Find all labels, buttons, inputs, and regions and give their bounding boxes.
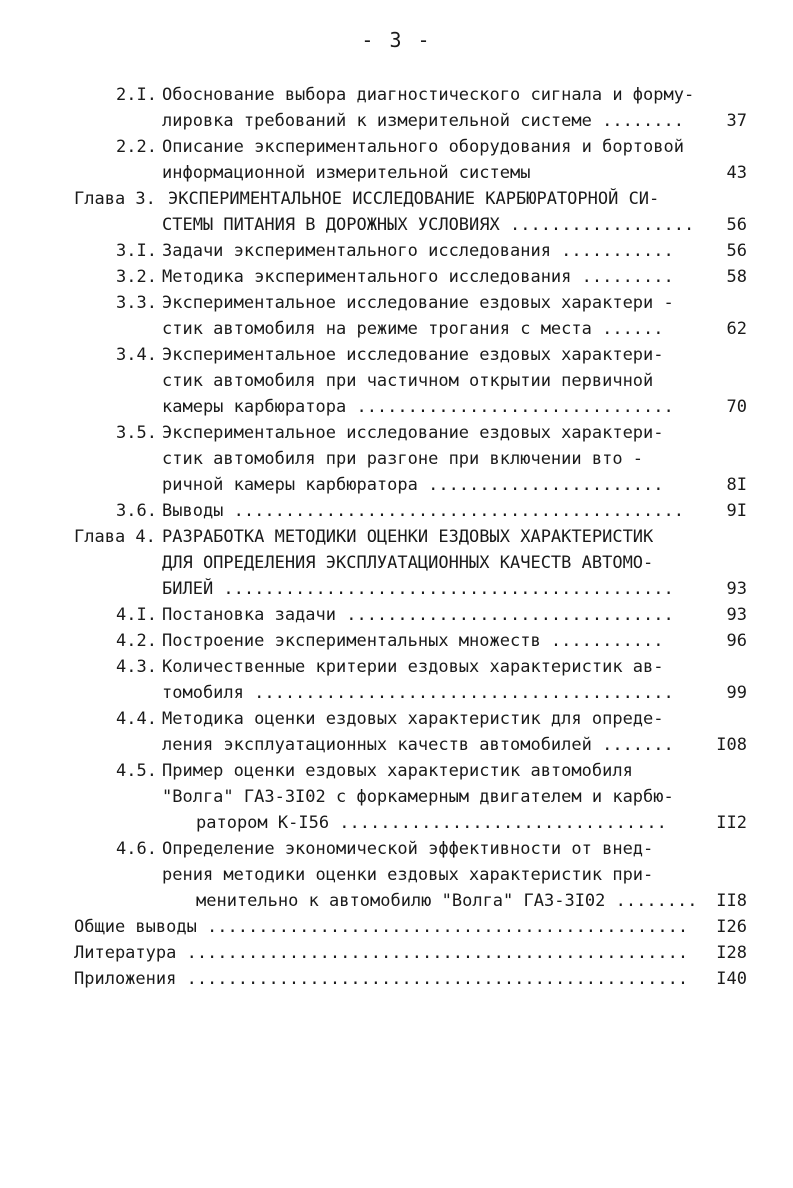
toc-entry-page: I40 — [716, 969, 747, 989]
toc-entry-text-line: ЭКСПЕРИМЕНТАЛЬНОЕ ИССЛЕДОВАНИЕ КАРБЮРАТОРНОЙ СИ- — [168, 189, 660, 209]
toc-entry-text-line: рения методики оценки ездовых характеристик при- — [162, 865, 654, 885]
toc-entry-page: 96 — [726, 631, 747, 651]
toc-entry-text-line: Описание экспериментального оборудования и бортовой — [162, 137, 684, 157]
toc-entry-number: 4.3. — [116, 657, 157, 677]
toc-entry-number: 3.4. — [116, 345, 157, 365]
toc-entry-page: 9I — [726, 501, 747, 521]
toc-entry-page: 56 — [726, 241, 747, 261]
toc-entry[interactable] — [0, 966, 793, 992]
toc-entry-page: 62 — [726, 319, 747, 339]
toc-entry-text-line: ратором К-I56 ................................ — [196, 813, 667, 833]
toc-entry-number: 3.2. — [116, 267, 157, 287]
toc-entry-text-line: ления эксплуатационных качеств автомобилей ....... — [162, 735, 674, 755]
toc-entry[interactable] — [0, 290, 793, 342]
toc-entry-number: 4.5. — [116, 761, 157, 781]
toc-entry[interactable] — [0, 420, 793, 498]
toc-entry-text-line: Приложения ................................................. — [74, 969, 689, 989]
toc-entry[interactable] — [0, 82, 793, 134]
toc-entry[interactable] — [0, 758, 793, 836]
toc-entry-text-line: томобиля ......................................... — [162, 683, 674, 703]
toc-entry-text-line: лировка требований к измерительной системе ........ — [162, 111, 684, 131]
toc-entry-text-line: Построение экспериментальных множеств ........... — [162, 631, 664, 651]
toc-entry[interactable] — [0, 524, 793, 602]
toc-entry-text-line: СТЕМЫ ПИТАНИЯ В ДОРОЖНЫХ УСЛОВИЯХ .................. — [162, 215, 695, 235]
toc-entry-text-line: Постановка задачи ................................ — [162, 605, 674, 625]
toc-entry-page: II2 — [716, 813, 747, 833]
toc-entry-page: II8 — [716, 891, 747, 911]
toc-entry-text-line: Общие выводы ............................................... — [74, 917, 689, 937]
toc-entry-text-line: Обоснование выбора диагностического сигнала и форму- — [162, 85, 695, 105]
toc-entry-text-line: камеры карбюратора ............................... — [162, 397, 674, 417]
toc-entry-page: I08 — [716, 735, 747, 755]
toc-entry-text-line: Количественные критерии ездовых характеристик ав- — [162, 657, 664, 677]
toc-entry[interactable] — [0, 134, 793, 186]
toc-entry[interactable] — [0, 836, 793, 914]
toc-entry-text-line: БИЛЕЙ ............................................ — [162, 579, 674, 599]
toc-entry[interactable] — [0, 238, 793, 264]
toc-entry-number: 3.6. — [116, 501, 157, 521]
toc-entry-number: Глава 4. — [74, 527, 156, 547]
toc-entry-number: Глава 3. — [74, 189, 156, 209]
toc-entry-number: 2.I. — [116, 85, 157, 105]
toc-entry-text-line: Литература ................................................. — [74, 943, 689, 963]
toc-entry-text-line: Определение экономической эффективности от внед- — [162, 839, 654, 859]
toc-entry-text-line: "Волга" ГАЗ-3I02 с форкамерным двигателем и карбю- — [162, 787, 674, 807]
toc-entry-page: I28 — [716, 943, 747, 963]
toc-entry-text-line: Выводы ............................................ — [162, 501, 684, 521]
toc-entry-page: 43 — [726, 163, 747, 183]
toc-entry-text-line: РАЗРАБОТКА МЕТОДИКИ ОЦЕНКИ ЕЗДОВЫХ ХАРАКТЕРИСТИК — [162, 527, 654, 547]
toc-entry[interactable] — [0, 654, 793, 706]
toc-entry-text-line: Методика оценки ездовых характеристик для опреде- — [162, 709, 664, 729]
toc-entry-page: 70 — [726, 397, 747, 417]
toc-entry-text-line: менительно к автомобилю "Волга" ГАЗ-3I02 ........ — [196, 891, 698, 911]
toc-entry-number: 4.I. — [116, 605, 157, 625]
toc-entry-page: 93 — [726, 605, 747, 625]
toc-entry-text-line: Методика экспериментального исследования ......... — [162, 267, 674, 287]
toc-entry-page: 56 — [726, 215, 747, 235]
toc-entry[interactable] — [0, 628, 793, 654]
toc-entry-page: 8I — [726, 475, 747, 495]
toc-entry[interactable] — [0, 914, 793, 940]
toc-entry[interactable] — [0, 602, 793, 628]
toc-entry[interactable] — [0, 264, 793, 290]
toc-entry-text-line: Экспериментальное исследование ездовых характери- — [162, 423, 664, 443]
toc-entry-number: 3.3. — [116, 293, 157, 313]
toc-entry[interactable] — [0, 498, 793, 524]
toc-entry[interactable] — [0, 706, 793, 758]
toc-entry-number: 3.I. — [116, 241, 157, 261]
toc-entry-text-line: ричной камеры карбюратора ....................... — [162, 475, 664, 495]
toc-entry-page: 93 — [726, 579, 747, 599]
toc-entry-text-line: Экспериментальное исследование ездовых характери - — [162, 293, 674, 313]
toc-entry-number: 2.2. — [116, 137, 157, 157]
toc-entry-text-line: стик автомобиля на режиме трогания с места ...... — [162, 319, 664, 339]
toc-entry[interactable] — [0, 940, 793, 966]
toc-entry-text-line: стик автомобиля при частичном открытии первичной — [162, 371, 654, 391]
toc-entry-number: 4.2. — [116, 631, 157, 651]
toc-entry-text-line: ДЛЯ ОПРЕДЕЛЕНИЯ ЭКСПЛУАТАЦИОННЫХ КАЧЕСТВ АВТОМО- — [162, 553, 654, 573]
toc-entry-number: 4.6. — [116, 839, 157, 859]
toc-entry-text-line: стик автомобиля при разгоне при включении вто - — [162, 449, 644, 469]
toc-entry-text-line: информационной измерительной системы — [162, 163, 531, 183]
toc-entry-page: 37 — [726, 111, 747, 131]
page-number: - 3 - — [361, 28, 432, 52]
toc-entry-page: 58 — [726, 267, 747, 287]
toc-entry-text-line: Экспериментальное исследование ездовых характери- — [162, 345, 664, 365]
toc-entry-text-line: Задачи экспериментального исследования ........... — [162, 241, 674, 261]
toc-entry[interactable] — [0, 186, 793, 238]
toc-entry-number: 4.4. — [116, 709, 157, 729]
toc-entry-number: 3.5. — [116, 423, 157, 443]
toc-entry-page: I26 — [716, 917, 747, 937]
toc-entry-text-line: Пример оценки ездовых характеристик автомобиля — [162, 761, 633, 781]
toc-entry[interactable] — [0, 342, 793, 420]
toc-entry-page: 99 — [726, 683, 747, 703]
